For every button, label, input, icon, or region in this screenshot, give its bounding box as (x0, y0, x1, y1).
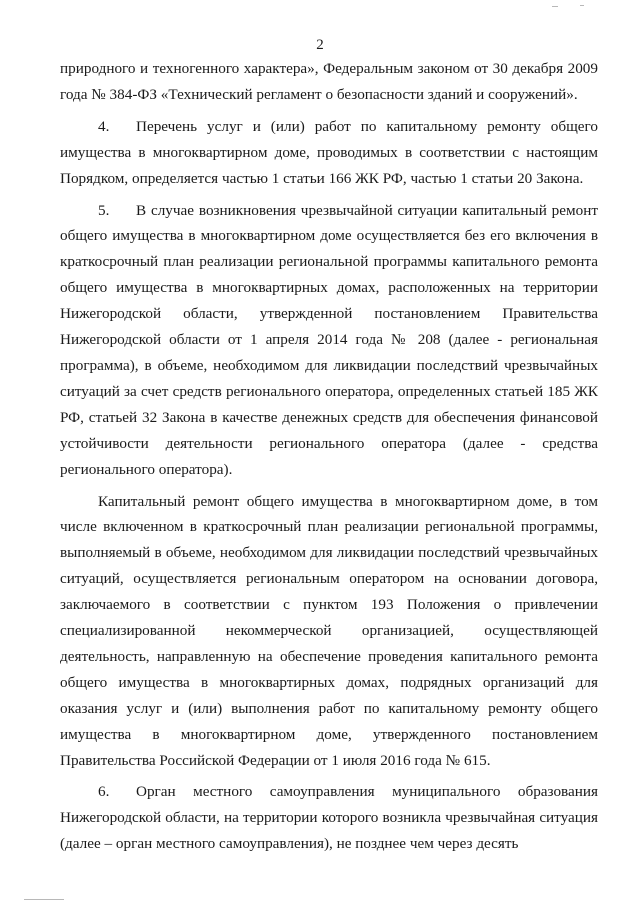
paragraph-number: 5. (98, 201, 110, 219)
paragraph-text: Капитальный ремонт общего имущества в многоквартирном доме, в том числе включенном в краткосрочный план реализации региональной программы, выполняемый в объеме, необходимом для ликвидации последствий чрезвычайных ситуаций, осуществляется региональным оператором на основании договора, заключаемого в соответствии с пунктом 193 Положения о привлечении специализированной некоммерческой организацией, осуществляющей деятельность, направленную на обеспечение проведения капитального ремонта общего имущества в многоквартирных домах, подрядных организаций для оказания услуг и (или) выполнения работ по капитальному ремонту общего имущества в многоквартирном доме, утвержденного постановлением Правительства Российской Федерации от 1 июля 2016 года № 615. (60, 492, 598, 769)
document-body (60, 56, 598, 857)
paragraph-text: Орган местного самоуправления муниципального образования Нижегородской области, на территории которого возникла чрезвычайная ситуация (далее – орган местного самоуправления), не позднее чем через десять (60, 783, 598, 853)
paragraph-number: 6. (98, 783, 110, 801)
paragraph-5 (60, 198, 598, 483)
paragraph-4 (60, 114, 598, 192)
paragraph-5-continued (60, 489, 598, 774)
paragraph-text: природного и техногенного характера», Федеральным законом от 30 декабря 2009 года № 384-ФЗ «Технический регламент о безопасности зданий и сооружений». (60, 60, 598, 103)
paragraph-text: Перечень услуг и (или) работ по капитальному ремонту общего имущества в многоквартирном доме, проводимых в соответствии с настоящим Порядком, определяется частью 1 статьи 166 ЖК РФ, частью 1 статьи 20 Закона. (60, 117, 598, 187)
paragraph-text: В случае возникновения чрезвычайной ситуации капитальный ремонт общего имущества в многоквартирном доме осуществляется без его включения в краткосрочный план реализации региональной программы капитального ремонта общего имущества в многоквартирных домах, расположенных на территории Нижегородской области, утвержденной постановлением Правительства Нижегородской области от 1 апреля 2014 года № 208 (далее - региональная программа), в объеме, необходимом для ликвидации последствий чрезвычайных ситуаций за счет средств регионального оператора, определенных статьей 185 ЖК РФ, статьей 32 Закона в качестве денежных средств для обеспечения финансовой устойчивости деятельности регионального оператора (далее - средства регионального оператора). (60, 201, 598, 478)
paragraph-number: 4. (98, 117, 110, 135)
paragraph-continuation (60, 56, 598, 108)
scan-artifact-top-right (552, 6, 558, 7)
scan-artifact-top-right-2 (580, 5, 584, 6)
paragraph-6 (60, 779, 598, 857)
scan-artifact-bottom-left (24, 899, 64, 900)
page-number: 2 (316, 37, 324, 53)
